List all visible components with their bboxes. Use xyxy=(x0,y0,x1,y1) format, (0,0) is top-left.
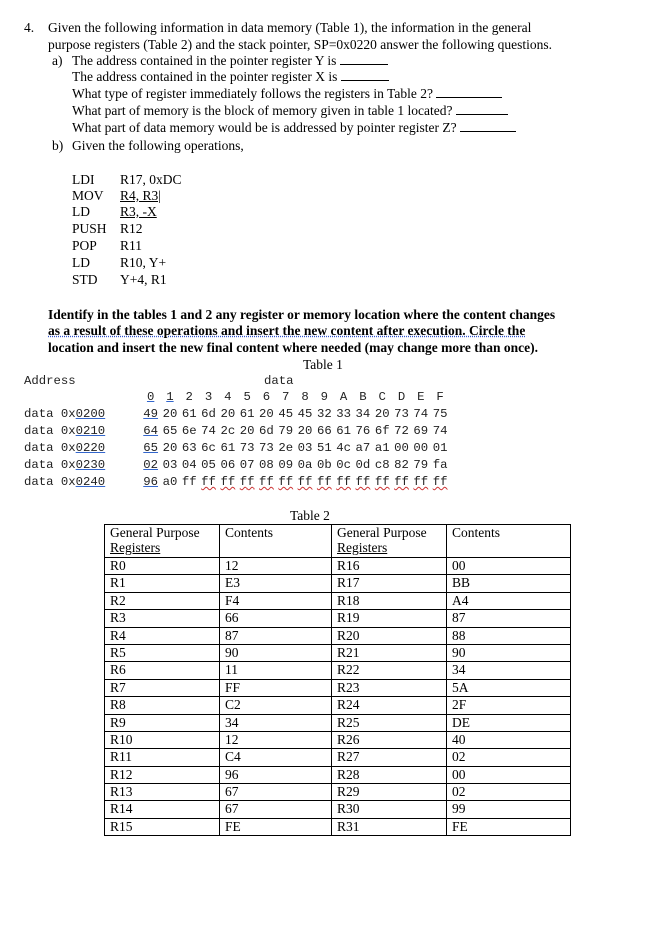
memory-byte[interactable]: 20 xyxy=(239,424,255,438)
memory-byte[interactable]: 01 xyxy=(432,441,448,455)
memory-byte[interactable]: 00 xyxy=(394,441,409,455)
memory-byte[interactable]: 82 xyxy=(394,458,409,472)
register-contents[interactable]: FF xyxy=(220,679,332,696)
intro-line-2: purpose registers (Table 2) and the stack pointer, SP=0x0220 answer the following questions. xyxy=(48,37,553,52)
instruction-op: LDI xyxy=(72,172,95,187)
memory-byte[interactable]: 6e xyxy=(181,424,197,438)
register-contents[interactable]: 12 xyxy=(220,558,332,575)
register-table-header xyxy=(105,525,571,558)
memory-byte[interactable]: 0c xyxy=(336,458,351,472)
register-row xyxy=(105,575,571,592)
memory-byte[interactable]: c8 xyxy=(374,458,390,472)
instruction-op: PUSH xyxy=(72,221,107,236)
memory-row-address xyxy=(24,424,141,438)
memory-row xyxy=(24,441,450,455)
memory-byte[interactable]: 76 xyxy=(355,424,371,438)
register-row xyxy=(105,662,571,679)
register-name: R24 xyxy=(332,697,447,714)
register-name: R4 xyxy=(105,627,220,644)
table1-column-0: 0 xyxy=(146,390,155,404)
register-name: R15 xyxy=(105,818,220,835)
intro-line-1 xyxy=(48,20,531,36)
memory-byte[interactable]: ff xyxy=(394,475,409,489)
register-contents[interactable]: 5A xyxy=(447,679,571,696)
table1-title: Table 1 xyxy=(303,357,343,372)
instruction-1 xyxy=(72,172,182,188)
instruction-args: R3, -X xyxy=(120,204,157,219)
register-contents[interactable]: 40 xyxy=(447,731,571,748)
register-name: R25 xyxy=(332,714,447,731)
memory-byte[interactable]: 0a xyxy=(297,458,313,472)
part-a-item-5-text: What part of data memory would be is addressed by pointer register Z? xyxy=(72,120,457,135)
register-name: R20 xyxy=(332,627,447,644)
register-name: R5 xyxy=(105,644,220,661)
register-contents[interactable]: FE xyxy=(220,818,332,835)
memory-byte[interactable]: 72 xyxy=(394,424,409,438)
table1-column-7: 7 xyxy=(282,390,290,404)
memory-byte[interactable]: 74 xyxy=(432,424,448,438)
memory-byte[interactable]: 2c xyxy=(220,424,236,438)
memory-byte[interactable]: 45 xyxy=(297,407,313,421)
memory-byte[interactable]: 05 xyxy=(201,458,216,472)
memory-byte[interactable]: 73 xyxy=(239,441,255,455)
instruction-4 xyxy=(72,221,143,237)
register-contents[interactable]: 34 xyxy=(220,714,332,731)
register-row xyxy=(105,592,571,609)
part-a-item-4 xyxy=(72,103,508,119)
register-contents[interactable]: 90 xyxy=(447,644,571,661)
register-name: R8 xyxy=(105,697,220,714)
register-contents[interactable]: 00 xyxy=(447,558,571,575)
table1-column-F: F xyxy=(436,390,444,404)
header-reg-line1: General Purpose xyxy=(110,525,200,540)
memory-byte[interactable]: a1 xyxy=(374,441,390,455)
memory-byte[interactable]: ff xyxy=(413,475,429,489)
memory-address-prefix: data 0x xyxy=(24,424,76,438)
instruction-7 xyxy=(72,272,167,288)
register-row xyxy=(105,801,571,818)
register-name: R11 xyxy=(105,749,220,766)
register-name: R19 xyxy=(332,610,447,627)
part-a-item-5 xyxy=(72,120,516,136)
table1-column-D: D xyxy=(397,390,406,404)
register-name: R9 xyxy=(105,714,220,731)
memory-byte[interactable]: 6d xyxy=(201,407,216,421)
memory-byte[interactable]: ff xyxy=(432,475,448,489)
part-a-item-2-text: The address contained in the pointer register X is xyxy=(72,69,338,84)
register-name: R3 xyxy=(105,610,220,627)
register-row xyxy=(105,610,571,627)
header-registers-left xyxy=(105,525,220,558)
memory-byte[interactable]: 61 xyxy=(239,407,255,421)
memory-byte[interactable]: 63 xyxy=(181,441,197,455)
memory-byte[interactable]: 79 xyxy=(278,424,294,438)
table1-column-4: 4 xyxy=(224,390,232,404)
memory-byte[interactable]: ff xyxy=(316,475,332,489)
header-registers-right xyxy=(332,525,447,558)
table1-column-3: 3 xyxy=(204,390,213,404)
instruction-3 xyxy=(72,204,157,220)
memory-byte[interactable]: 49 xyxy=(143,407,159,421)
register-contents[interactable]: 02 xyxy=(447,784,571,801)
register-name: R31 xyxy=(332,818,447,835)
memory-address-value: 0200 xyxy=(75,407,106,421)
part-a-item-3 xyxy=(72,86,502,102)
memory-row xyxy=(24,475,450,489)
memory-row-address xyxy=(24,441,141,455)
register-row xyxy=(105,818,571,835)
register-row xyxy=(105,627,571,644)
memory-byte[interactable]: fa xyxy=(432,458,448,472)
memory-row xyxy=(24,424,450,438)
identify-line-2: as a result of these operations and insert the new content after execution. Circle the xyxy=(48,323,526,338)
memory-row-address xyxy=(24,458,141,472)
memory-byte[interactable]: 20 xyxy=(220,407,236,421)
instruction-args: R17, 0xDC xyxy=(120,172,182,187)
memory-address-value: 0230 xyxy=(75,458,106,472)
memory-byte[interactable]: 65 xyxy=(143,441,159,455)
memory-byte[interactable]: 00 xyxy=(413,441,429,455)
memory-row xyxy=(24,407,450,421)
memory-address-prefix: data 0x xyxy=(24,458,76,472)
memory-byte[interactable]: 79 xyxy=(413,458,429,472)
table1-column-A: A xyxy=(339,390,348,404)
register-contents[interactable]: 87 xyxy=(447,610,571,627)
register-contents[interactable]: 34 xyxy=(447,662,571,679)
table1-column-9: 9 xyxy=(320,390,329,404)
register-name: R13 xyxy=(105,784,220,801)
memory-byte[interactable]: 61 xyxy=(336,424,351,438)
memory-byte[interactable]: ff xyxy=(181,475,197,489)
memory-byte[interactable]: ff xyxy=(201,475,216,489)
memory-byte[interactable]: 45 xyxy=(278,407,294,421)
header-reg-line2: Registers xyxy=(337,540,388,555)
memory-byte[interactable]: 4c xyxy=(336,441,351,455)
memory-row-address xyxy=(24,475,141,489)
memory-byte[interactable]: ff xyxy=(374,475,390,489)
register-name: R29 xyxy=(332,784,447,801)
part-a-item-4-text: What part of memory is the block of memory given in table 1 located? xyxy=(72,103,453,118)
answer-blank-2[interactable] xyxy=(341,69,389,81)
memory-byte[interactable]: a0 xyxy=(162,475,178,489)
register-table xyxy=(104,524,571,836)
register-name: R17 xyxy=(332,575,447,592)
register-name: R10 xyxy=(105,731,220,748)
table1-address-header: Address xyxy=(24,374,76,388)
memory-address-prefix: data 0x xyxy=(24,441,76,455)
memory-byte[interactable]: 51 xyxy=(316,441,332,455)
register-contents[interactable]: C4 xyxy=(220,749,332,766)
register-contents[interactable]: FE xyxy=(447,818,571,835)
register-row xyxy=(105,644,571,661)
memory-byte[interactable]: 75 xyxy=(432,407,448,421)
table1-column-C: C xyxy=(378,390,386,404)
table1-column-5: 5 xyxy=(243,390,251,404)
part-a-item-3-text: What type of register immediately follows the registers in Table 2? xyxy=(72,86,433,101)
part-a-item-1 xyxy=(72,53,388,69)
memory-byte[interactable]: 34 xyxy=(355,407,371,421)
header-contents-right: Contents xyxy=(447,525,571,558)
table1-column-6: 6 xyxy=(262,390,271,404)
memory-byte[interactable]: 74 xyxy=(413,407,429,421)
register-contents[interactable]: 2F xyxy=(447,697,571,714)
memory-byte[interactable]: ff xyxy=(297,475,313,489)
table1-data-header: data xyxy=(264,374,294,388)
memory-byte[interactable]: 20 xyxy=(162,407,178,421)
memory-address-value: 0220 xyxy=(75,441,106,455)
memory-byte[interactable]: 65 xyxy=(162,424,178,438)
memory-byte[interactable]: ff xyxy=(336,475,351,489)
part-b-text: Given the following operations, xyxy=(72,138,244,153)
intro-text-1: Given the following information in data memory (Table 1), the information in the general xyxy=(48,20,532,35)
memory-address-value: 0240 xyxy=(75,475,106,489)
instruction-5 xyxy=(72,238,142,254)
register-contents[interactable]: 02 xyxy=(447,749,571,766)
memory-byte[interactable]: 20 xyxy=(259,407,274,421)
memory-byte[interactable]: 09 xyxy=(278,458,294,472)
memory-byte[interactable]: 73 xyxy=(394,407,409,421)
memory-byte[interactable]: 69 xyxy=(413,424,429,438)
answer-blank-1[interactable] xyxy=(340,53,388,65)
memory-address-value: 0210 xyxy=(75,424,106,438)
memory-byte[interactable]: 32 xyxy=(316,407,332,421)
register-row xyxy=(105,697,571,714)
instruction-args: Y+4, R1 xyxy=(120,272,167,287)
memory-byte[interactable]: 0b xyxy=(316,458,332,472)
instruction-op: POP xyxy=(72,238,97,253)
instruction-args: R12 xyxy=(120,221,143,236)
memory-byte[interactable]: 73 xyxy=(259,441,274,455)
memory-address-prefix: data 0x xyxy=(24,407,76,421)
register-contents[interactable]: BB xyxy=(447,575,571,592)
answer-blank-3[interactable] xyxy=(436,86,502,98)
memory-byte[interactable]: 04 xyxy=(181,458,197,472)
memory-byte[interactable]: 61 xyxy=(220,441,236,455)
register-contents[interactable]: 96 xyxy=(220,766,332,783)
register-row xyxy=(105,731,571,748)
register-contents[interactable]: F4 xyxy=(220,592,332,609)
register-name: R0 xyxy=(105,558,220,575)
register-name: R16 xyxy=(332,558,447,575)
header-reg-line2: Registers xyxy=(110,540,161,555)
memory-byte[interactable]: ff xyxy=(259,475,274,489)
register-contents[interactable]: 67 xyxy=(220,784,332,801)
register-name: R6 xyxy=(105,662,220,679)
instruction-op: MOV xyxy=(72,188,104,203)
register-name: R7 xyxy=(105,679,220,696)
register-row xyxy=(105,784,571,801)
register-contents[interactable]: 87 xyxy=(220,627,332,644)
register-name: R30 xyxy=(332,801,447,818)
memory-row xyxy=(24,458,450,472)
memory-byte[interactable]: 0d xyxy=(355,458,371,472)
memory-byte[interactable]: ff xyxy=(239,475,255,489)
register-contents[interactable]: 99 xyxy=(447,801,571,818)
memory-row-address xyxy=(24,407,141,421)
table2-title: Table 2 xyxy=(290,508,330,523)
register-row xyxy=(105,558,571,575)
memory-byte[interactable]: ff xyxy=(220,475,236,489)
memory-byte[interactable]: 6c xyxy=(201,441,216,455)
memory-byte[interactable]: 20 xyxy=(297,424,313,438)
instruction-args: R4, R3| xyxy=(120,188,161,203)
table1-column-header-row xyxy=(24,390,450,404)
register-name: R18 xyxy=(332,592,447,609)
instruction-2 xyxy=(72,188,161,204)
memory-byte[interactable]: a7 xyxy=(355,441,371,455)
memory-byte[interactable]: 61 xyxy=(181,407,197,421)
memory-byte[interactable]: 02 xyxy=(143,458,159,472)
memory-byte[interactable]: 66 xyxy=(316,424,332,438)
memory-byte[interactable]: 64 xyxy=(143,424,159,438)
memory-byte[interactable]: 07 xyxy=(239,458,255,472)
instruction-op: LD xyxy=(72,255,90,270)
table1-column-1: 1 xyxy=(166,390,174,404)
register-name: R14 xyxy=(105,801,220,818)
memory-byte[interactable]: 03 xyxy=(162,458,178,472)
memory-byte[interactable]: 33 xyxy=(336,407,351,421)
register-name: R28 xyxy=(332,766,447,783)
table1-column-8: 8 xyxy=(301,390,309,404)
memory-address-prefix: data 0x xyxy=(24,475,76,489)
register-name: R1 xyxy=(105,575,220,592)
register-name: R2 xyxy=(105,592,220,609)
part-a-item-1-text: The address contained in the pointer register Y is xyxy=(72,53,337,68)
register-contents[interactable]: DE xyxy=(447,714,571,731)
register-row xyxy=(105,766,571,783)
register-contents[interactable]: 67 xyxy=(220,801,332,818)
register-contents[interactable]: A4 xyxy=(447,592,571,609)
header-reg-line1: General Purpose xyxy=(337,525,427,540)
register-contents[interactable]: 88 xyxy=(447,627,571,644)
part-a-item-2 xyxy=(72,69,389,85)
memory-byte[interactable]: 08 xyxy=(259,458,274,472)
register-contents[interactable]: 12 xyxy=(220,731,332,748)
register-row xyxy=(105,714,571,731)
register-row xyxy=(105,749,571,766)
instruction-op: LD xyxy=(72,204,90,219)
register-contents[interactable]: 00 xyxy=(447,766,571,783)
answer-blank-5[interactable] xyxy=(460,120,516,132)
table1-column-E: E xyxy=(417,390,425,404)
instruction-args: R10, Y+ xyxy=(120,255,167,270)
table1-column-2: 2 xyxy=(185,390,193,404)
memory-byte[interactable]: 96 xyxy=(143,475,159,489)
register-name: R26 xyxy=(332,731,447,748)
register-contents[interactable]: C2 xyxy=(220,697,332,714)
register-row xyxy=(105,679,571,696)
question-number: 4. xyxy=(24,20,35,35)
identify-line-3: location and insert the new final content where needed (may change more than once). xyxy=(48,340,538,355)
memory-byte[interactable]: 74 xyxy=(201,424,216,438)
register-name: R23 xyxy=(332,679,447,696)
register-name: R22 xyxy=(332,662,447,679)
register-name: R12 xyxy=(105,766,220,783)
register-contents[interactable]: 66 xyxy=(220,610,332,627)
memory-byte[interactable]: ff xyxy=(278,475,294,489)
part-a-label: a) xyxy=(52,53,63,68)
memory-byte[interactable]: 6d xyxy=(259,424,274,438)
register-contents[interactable]: E3 xyxy=(220,575,332,592)
part-b-label: b) xyxy=(52,138,64,153)
memory-byte[interactable]: 06 xyxy=(220,458,236,472)
memory-byte[interactable]: 6f xyxy=(374,424,390,438)
memory-byte[interactable]: 03 xyxy=(297,441,313,455)
table1-column-B: B xyxy=(359,390,367,404)
register-name: R21 xyxy=(332,644,447,661)
instruction-op: STD xyxy=(72,272,98,287)
memory-byte[interactable]: 20 xyxy=(374,407,390,421)
register-contents[interactable]: 11 xyxy=(220,662,332,679)
answer-blank-4[interactable] xyxy=(456,103,508,115)
instruction-args: R11 xyxy=(120,238,143,253)
register-contents[interactable]: 90 xyxy=(220,644,332,661)
memory-byte[interactable]: ff xyxy=(355,475,371,489)
register-name: R27 xyxy=(332,749,447,766)
identify-line-1: Identify in the tables 1 and 2 any register or memory location where the content changes xyxy=(48,307,556,322)
memory-byte[interactable]: 20 xyxy=(162,441,178,455)
memory-byte[interactable]: 2e xyxy=(278,441,294,455)
header-contents-left: Contents xyxy=(220,525,332,558)
instruction-6 xyxy=(72,255,166,271)
